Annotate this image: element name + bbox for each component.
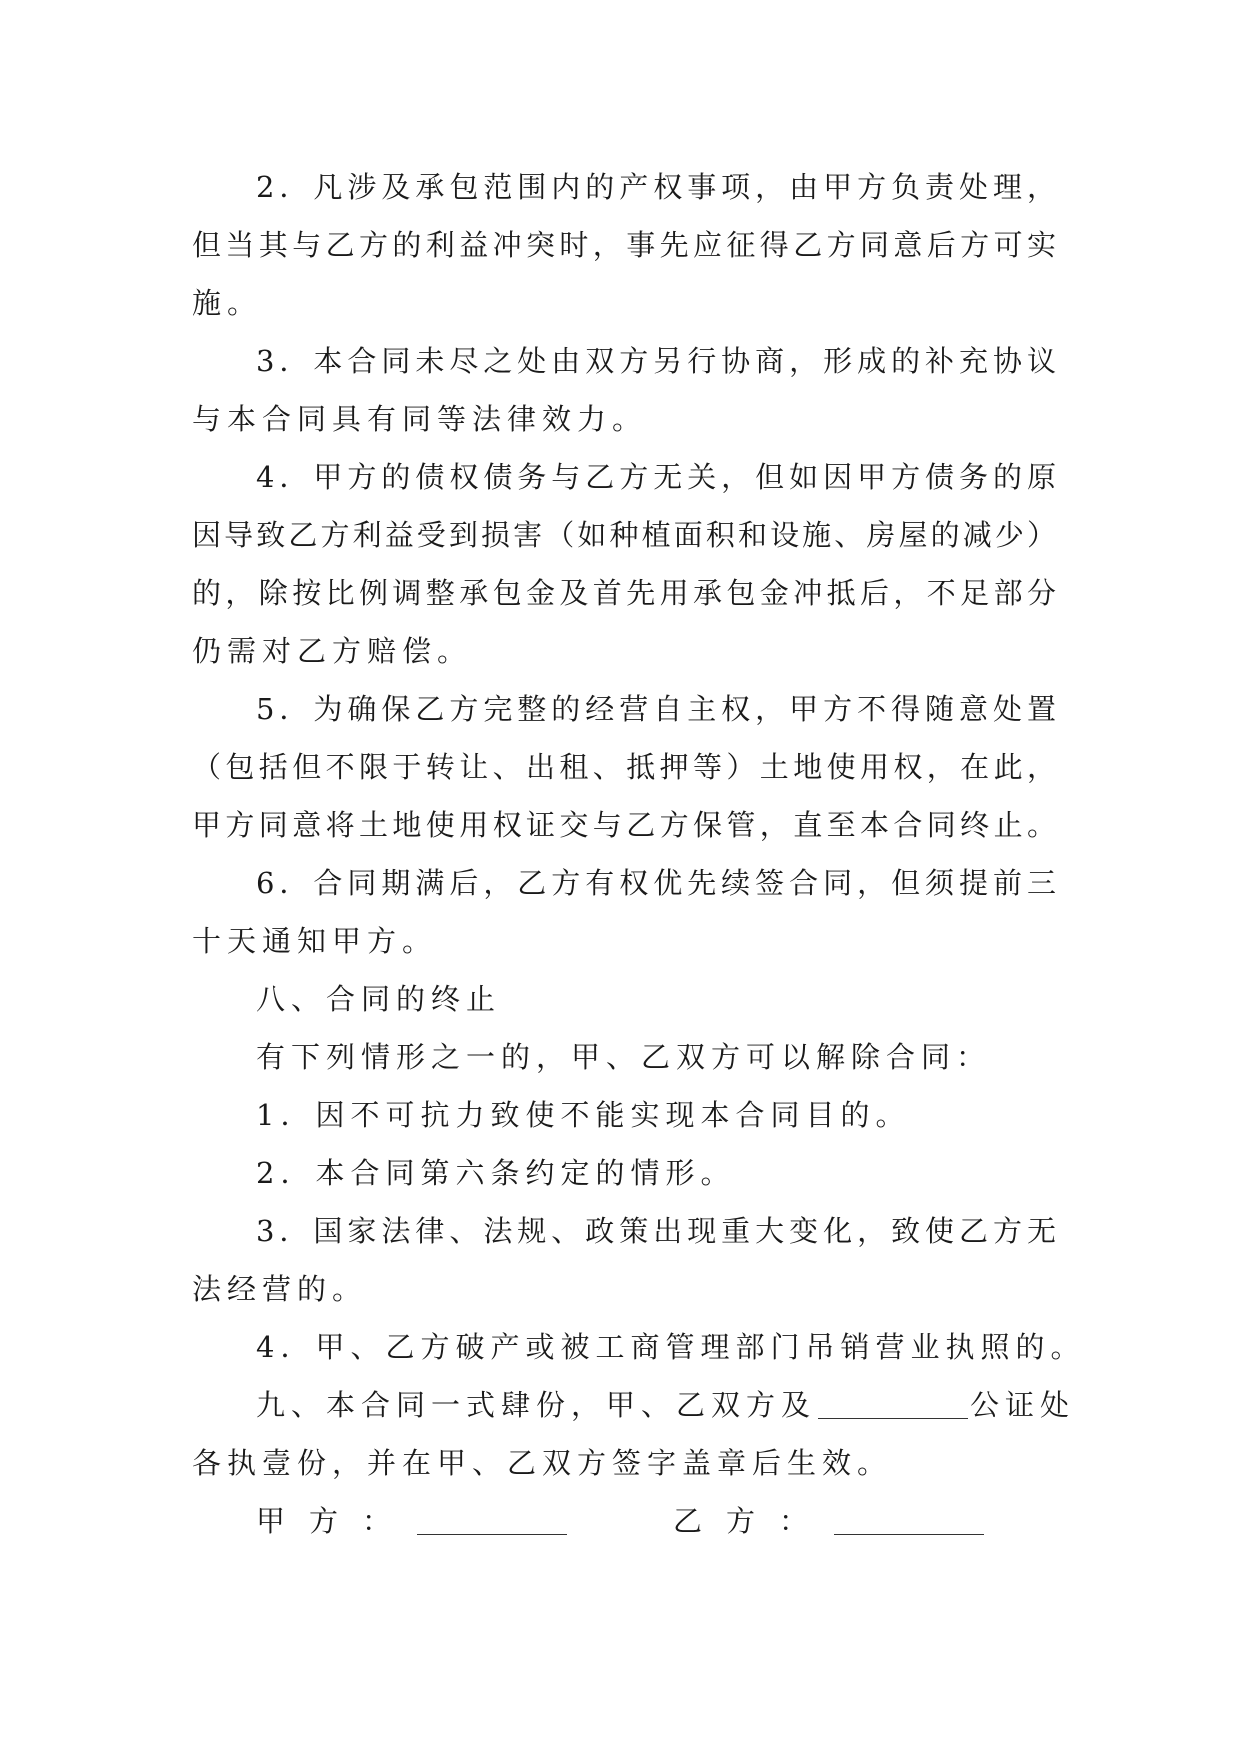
text-line: 3．本合同未尽之处由双方另行协商，形成的补充协议 xyxy=(256,344,1056,378)
notary-blank-field[interactable] xyxy=(818,1384,968,1419)
text-line: 甲方同意将土地使用权证交与乙方保管，直至本合同终止。 xyxy=(192,808,1056,842)
clause-6 xyxy=(192,854,1056,970)
copies-line-1 xyxy=(192,1376,1076,1434)
text-line: 十天通知甲方。 xyxy=(192,924,438,958)
clause-4 xyxy=(192,448,1056,680)
text-line: 因导致乙方利益受到损害（如种植面积和设施、房屋的减少） xyxy=(192,518,1056,552)
signature-row xyxy=(192,1492,1056,1550)
text-line: 6．合同期满后，乙方有权优先续签合同，但须提前三 xyxy=(256,866,1056,900)
clause-2 xyxy=(192,158,1056,332)
text-line: 2．凡涉及承包范围内的产权事项，由甲方负责处理， xyxy=(256,170,1056,204)
section-intro: 有下列情形之一的，甲、乙双方可以解除合同： xyxy=(256,1040,992,1074)
copies-text-after: 公证处 xyxy=(970,1388,1076,1422)
termination-item-3-cont: 法经营的。 xyxy=(192,1272,368,1306)
termination-item-3: 3．国家法律、法规、政策出现重大变化，致使乙方无 xyxy=(256,1214,1056,1248)
text-line: 仍需对乙方赔偿。 xyxy=(192,634,473,668)
termination-item-4: 4．甲、乙方破产或被工商管理部门吊销营业执照的。 xyxy=(256,1330,1086,1364)
party-a-signature xyxy=(256,1504,569,1538)
party-a-blank-field[interactable] xyxy=(417,1500,567,1535)
party-a-label: 甲方： xyxy=(256,1504,416,1538)
text-line: 与本合同具有同等法律效力。 xyxy=(192,402,648,436)
text-line: 但当其与乙方的利益冲突时，事先应征得乙方同意后方可实 xyxy=(192,228,1056,262)
text-line: （包括但不限于转让、出租、抵押等）土地使用权，在此， xyxy=(192,750,1056,784)
text-line: 5．为确保乙方完整的经营自主权，甲方不得随意处置 xyxy=(256,692,1056,726)
contract-page xyxy=(192,158,1086,1550)
termination-item-2: 2．本合同第六条约定的情形。 xyxy=(256,1156,736,1190)
party-b-blank-field[interactable] xyxy=(834,1500,984,1535)
text-line: 的，除按比例调整承包金及首先用承包金冲抵后，不足部分 xyxy=(192,576,1056,610)
section-copies xyxy=(192,1376,1076,1492)
section-heading: 八、合同的终止 xyxy=(256,982,502,1016)
section-termination xyxy=(192,970,1086,1376)
clause-3 xyxy=(192,332,1056,448)
termination-item-1: 1．因不可抗力致使不能实现本合同目的。 xyxy=(256,1098,911,1132)
copies-line-2: 各执壹份，并在甲、乙双方签字盖章后生效。 xyxy=(192,1446,893,1480)
party-b-signature xyxy=(673,1492,986,1550)
clause-5 xyxy=(192,680,1056,854)
text-line: 4．甲方的债权债务与乙方无关，但如因甲方债务的原 xyxy=(256,460,1056,494)
party-b-label: 乙方： xyxy=(673,1504,833,1538)
text-line: 施。 xyxy=(192,286,263,320)
copies-text-before: 九、本合同一式肆份，甲、乙双方及 xyxy=(256,1388,817,1422)
